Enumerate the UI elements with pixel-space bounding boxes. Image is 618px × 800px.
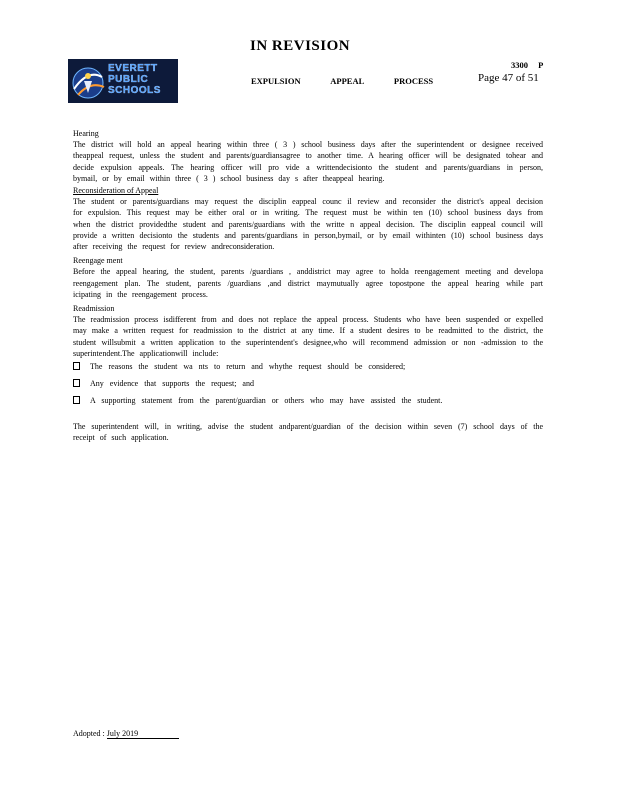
logo-line-1: EVERETT [108,63,158,74]
adopted-date [73,729,179,739]
bullet-box-icon [73,396,80,404]
paragraph-reconsideration: The student or parents/guardians may request the disciplin eappeal counc il review and reconsider the district's appeal decision for expulsion. This request may be either oral or in writing. The request must be within ten (10) school business days from when the district providedthe student and parents/guardians with the writte n appeal decision. The disciplin eappeal council will provide a written decisionto the students and parents/guardians in person,bymail, or by email withinten (10) school business days after receiving the request for review andreconsideration. [73,197,543,252]
paragraph-reengagement: Before the appeal hearing, the student, parents /guardians , anddistrict may agree to holda reengagement meeting and developa reengagement plan. The student, parents /guardians ,and district maymutually agree topostpone the appeal hearing while part icipating in the reengagement process. [73,267,543,299]
policy-number: 3300 P [511,60,544,70]
adopted-label: Adopted : [73,729,105,738]
logo-wordmark [108,63,161,96]
district-logo [68,59,178,103]
paragraph-hearing: The district will hold an appeal hearing within three ( 3 ) school business days after the superintendent or designee received theappeal request, unless the student and parents/guardiansagree to another time. A hearing officer will be designated tohear and decide expulsion appeals. The hearing officer will pro vide a writtendecisionto the student and parents/guardians in person, bymail, or by email within three ( 3 ) school business day s after theappeal hearing. [73,140,543,183]
document-body [73,128,543,444]
page-number: Page 47 of 51 [478,72,539,84]
heading-reconsideration: Reconsideration of Appeal [73,186,159,196]
paragraph-superintendent-decision: The superintendent will, in writing, advise the student andparent/guardian of the decision within seven (7) school days of the receipt of such application. [73,421,543,442]
list-item-text: The reasons the student wa nts to return and whythe request should be considered; [90,362,406,372]
document-title: EXPULSION APPEAL PROCESS [251,76,434,86]
logo-line-3: SCHOOLS [108,85,161,96]
paragraph-readmission: The readmission process isdifferent from and does not replace the appeal process. Students who have been suspended or expelled may make a written request for readmission to the district at any time. If a student desires to be readmitted to the district, the student willsubmit a written application to the superintendent's designee,who will recommend admission or non -admission to the superintendent.The applicationwill include: [73,315,543,358]
list-item [73,378,543,389]
adopted-value: July 2019 [107,729,179,739]
logo-line-2: PUBLIC [108,74,149,85]
bullet-box-icon [73,362,80,370]
list-item-text: Any evidence that supports the request; and [90,379,254,389]
heading-reengagement: Reengage ment [73,256,123,266]
bullet-box-icon [73,379,80,387]
heading-readmission: Readmission [73,304,115,314]
list-item-text: A supporting statement from the parent/guardian or others who may have assisted the student. [90,396,443,406]
readmission-requirements-list [73,361,543,407]
list-item [73,395,543,406]
list-item [73,361,543,372]
revision-banner: IN REVISION [250,38,351,54]
heading-hearing: Hearing [73,129,99,138]
